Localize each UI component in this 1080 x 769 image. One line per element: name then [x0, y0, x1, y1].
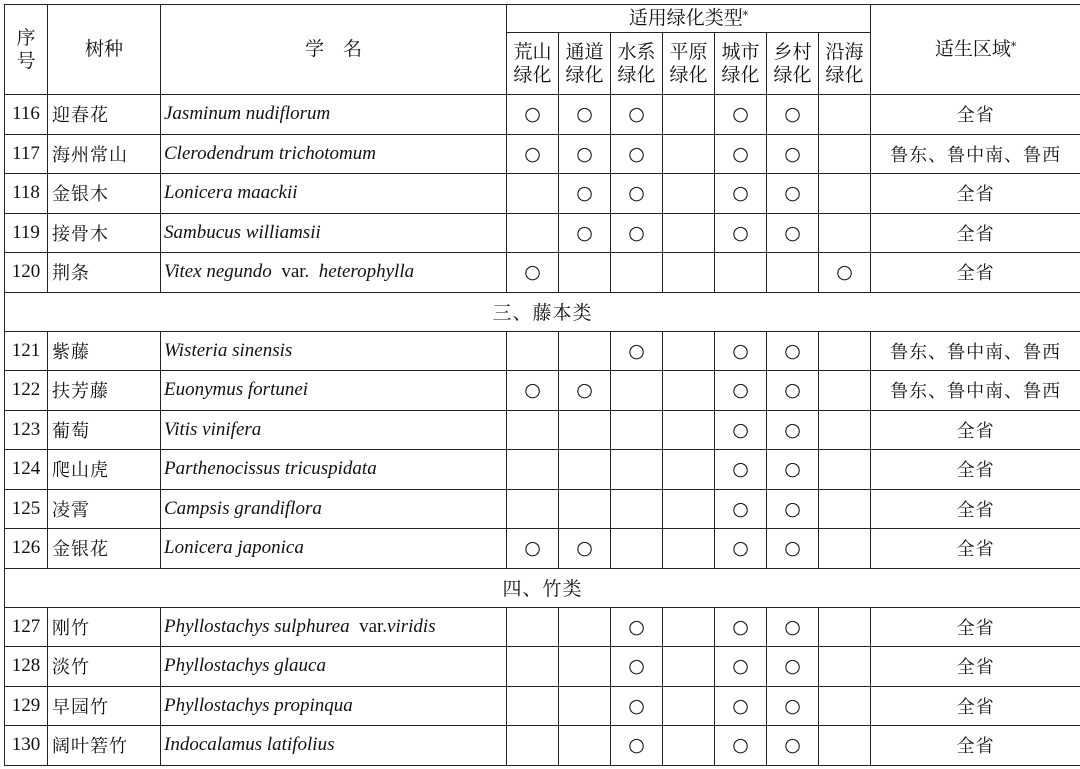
species-name: 迎春花 — [48, 95, 161, 135]
suitable-mark: ○ — [715, 371, 767, 411]
empty-mark — [663, 134, 715, 174]
header-type-1: 通道 绿化 — [559, 33, 611, 95]
table-row — [5, 607, 1080, 647]
species-name: 荆条 — [48, 253, 161, 293]
suitable-mark: ○ — [715, 529, 767, 569]
row-number: 128 — [5, 647, 48, 687]
row-number: 116 — [5, 95, 48, 135]
table-row — [5, 450, 1080, 490]
region-value: 全省 — [871, 529, 1080, 569]
suitable-mark: ○ — [715, 174, 767, 214]
row-number: 130 — [5, 726, 48, 766]
suitable-mark: ○ — [715, 213, 767, 253]
section-row — [5, 292, 1080, 331]
table-row — [5, 686, 1080, 726]
scientific-name: Campsis grandiflora — [161, 489, 507, 529]
suitable-mark: ○ — [767, 489, 819, 529]
suitable-mark: ○ — [767, 686, 819, 726]
species-name: 刚竹 — [48, 607, 161, 647]
empty-mark — [611, 410, 663, 450]
row-number: 120 — [5, 253, 48, 293]
empty-mark — [819, 489, 871, 529]
species-name: 早园竹 — [48, 686, 161, 726]
suitable-mark: ○ — [715, 607, 767, 647]
empty-mark — [819, 686, 871, 726]
header-region: 适生区域* — [871, 5, 1080, 95]
suitable-mark: ○ — [559, 213, 611, 253]
empty-mark — [559, 331, 611, 371]
header-type-0: 荒山 绿化 — [507, 33, 559, 95]
scientific-name: Euonymus fortunei — [161, 371, 507, 411]
suitable-mark: ○ — [715, 134, 767, 174]
suitable-mark: ○ — [767, 726, 819, 766]
region-value: 全省 — [871, 450, 1080, 490]
suitable-mark: ○ — [507, 529, 559, 569]
table-row — [5, 410, 1080, 450]
suitable-mark: ○ — [611, 686, 663, 726]
region-value: 全省 — [871, 489, 1080, 529]
empty-mark — [663, 410, 715, 450]
empty-mark — [507, 489, 559, 529]
scientific-name: Lonicera japonica — [161, 529, 507, 569]
scientific-name: Jasminum nudiflorum — [161, 95, 507, 135]
suitable-mark: ○ — [559, 174, 611, 214]
empty-mark — [663, 213, 715, 253]
header-type-4: 城市 绿化 — [715, 33, 767, 95]
empty-mark — [819, 174, 871, 214]
empty-mark — [611, 529, 663, 569]
empty-mark — [559, 489, 611, 529]
scientific-name: Vitis vinifera — [161, 410, 507, 450]
scientific-name: Wisteria sinensis — [161, 331, 507, 371]
table-row — [5, 371, 1080, 411]
empty-mark — [559, 607, 611, 647]
scientific-name: Phyllostachys glauca — [161, 647, 507, 687]
row-number: 123 — [5, 410, 48, 450]
empty-mark — [819, 371, 871, 411]
region-value: 全省 — [871, 686, 1080, 726]
suitable-mark: ○ — [767, 647, 819, 687]
header-type-3: 平原 绿化 — [663, 33, 715, 95]
suitable-mark: ○ — [715, 489, 767, 529]
empty-mark — [507, 726, 559, 766]
suitable-mark: ○ — [559, 95, 611, 135]
suitable-mark: ○ — [507, 253, 559, 293]
species-table — [4, 4, 1080, 766]
species-name: 接骨木 — [48, 213, 161, 253]
header-type-6: 沿海 绿化 — [819, 33, 871, 95]
empty-mark — [559, 726, 611, 766]
table-row — [5, 134, 1080, 174]
region-value: 全省 — [871, 95, 1080, 135]
suitable-mark: ○ — [767, 371, 819, 411]
empty-mark — [715, 253, 767, 293]
empty-mark — [507, 410, 559, 450]
empty-mark — [663, 371, 715, 411]
empty-mark — [819, 529, 871, 569]
empty-mark — [663, 95, 715, 135]
empty-mark — [507, 213, 559, 253]
suitable-mark: ○ — [559, 134, 611, 174]
region-value: 全省 — [871, 174, 1080, 214]
suitable-mark: ○ — [767, 213, 819, 253]
section-title: 三、藤本类 — [5, 292, 1080, 331]
suitable-mark: ○ — [611, 213, 663, 253]
header-type-2: 水系 绿化 — [611, 33, 663, 95]
empty-mark — [819, 331, 871, 371]
scientific-name: Indocalamus latifolius — [161, 726, 507, 766]
empty-mark — [663, 450, 715, 490]
scientific-name: Phyllostachys sulphurea var.viridis — [161, 607, 507, 647]
empty-mark — [819, 450, 871, 490]
empty-mark — [663, 647, 715, 687]
suitable-mark: ○ — [767, 331, 819, 371]
row-number: 127 — [5, 607, 48, 647]
row-number: 117 — [5, 134, 48, 174]
table-row — [5, 95, 1080, 135]
suitable-mark: ○ — [715, 647, 767, 687]
species-name: 紫藤 — [48, 331, 161, 371]
header-sci-name: 学 名 — [161, 5, 507, 95]
row-number: 129 — [5, 686, 48, 726]
region-value: 全省 — [871, 647, 1080, 687]
empty-mark — [559, 410, 611, 450]
section-title: 四、竹类 — [5, 568, 1080, 607]
suitable-mark: ○ — [715, 410, 767, 450]
empty-mark — [507, 607, 559, 647]
region-value: 鲁东、鲁中南、鲁西 — [871, 134, 1080, 174]
empty-mark — [611, 450, 663, 490]
row-number: 124 — [5, 450, 48, 490]
scientific-name: Vitex negundo var. heterophylla — [161, 253, 507, 293]
empty-mark — [767, 253, 819, 293]
empty-mark — [819, 134, 871, 174]
suitable-mark: ○ — [767, 174, 819, 214]
empty-mark — [819, 726, 871, 766]
header-species: 树种 — [48, 5, 161, 95]
suitable-mark: ○ — [507, 95, 559, 135]
suitable-mark: ○ — [715, 331, 767, 371]
region-value: 全省 — [871, 410, 1080, 450]
table-row — [5, 726, 1080, 766]
suitable-mark: ○ — [559, 529, 611, 569]
scientific-name: Lonicera maackii — [161, 174, 507, 214]
species-name: 淡竹 — [48, 647, 161, 687]
suitable-mark: ○ — [507, 371, 559, 411]
table-row — [5, 174, 1080, 214]
row-number: 126 — [5, 529, 48, 569]
suitable-mark: ○ — [507, 134, 559, 174]
empty-mark — [559, 253, 611, 293]
region-value: 全省 — [871, 607, 1080, 647]
empty-mark — [507, 174, 559, 214]
empty-mark — [559, 450, 611, 490]
suitable-mark: ○ — [715, 726, 767, 766]
region-value: 鲁东、鲁中南、鲁西 — [871, 371, 1080, 411]
table-row — [5, 647, 1080, 687]
suitable-mark: ○ — [767, 450, 819, 490]
suitable-mark: ○ — [767, 95, 819, 135]
species-name: 葡萄 — [48, 410, 161, 450]
empty-mark — [663, 529, 715, 569]
empty-mark — [507, 686, 559, 726]
empty-mark — [663, 331, 715, 371]
row-number: 121 — [5, 331, 48, 371]
species-name: 爬山虎 — [48, 450, 161, 490]
section-row — [5, 568, 1080, 607]
table-row — [5, 529, 1080, 569]
suitable-mark: ○ — [611, 134, 663, 174]
empty-mark — [663, 489, 715, 529]
empty-mark — [611, 371, 663, 411]
region-value: 鲁东、鲁中南、鲁西 — [871, 331, 1080, 371]
empty-mark — [663, 726, 715, 766]
table-row — [5, 253, 1080, 293]
suitable-mark: ○ — [611, 607, 663, 647]
table-row — [5, 331, 1080, 371]
empty-mark — [819, 647, 871, 687]
suitable-mark: ○ — [767, 134, 819, 174]
empty-mark — [611, 253, 663, 293]
region-value: 全省 — [871, 253, 1080, 293]
region-value: 全省 — [871, 726, 1080, 766]
suitable-mark: ○ — [767, 410, 819, 450]
empty-mark — [507, 647, 559, 687]
empty-mark — [507, 450, 559, 490]
empty-mark — [819, 95, 871, 135]
scientific-name: Parthenocissus tricuspidata — [161, 450, 507, 490]
scientific-name: Phyllostachys propinqua — [161, 686, 507, 726]
header-seq: 序 号 — [5, 5, 48, 95]
empty-mark — [819, 410, 871, 450]
species-name: 金银木 — [48, 174, 161, 214]
suitable-mark: ○ — [819, 253, 871, 293]
species-name: 海州常山 — [48, 134, 161, 174]
suitable-mark: ○ — [559, 371, 611, 411]
table-row — [5, 489, 1080, 529]
header-type-5: 乡村 绿化 — [767, 33, 819, 95]
empty-mark — [663, 174, 715, 214]
empty-mark — [663, 686, 715, 726]
empty-mark — [663, 607, 715, 647]
species-name: 扶芳藤 — [48, 371, 161, 411]
species-name: 金银花 — [48, 529, 161, 569]
suitable-mark: ○ — [767, 529, 819, 569]
suitable-mark: ○ — [715, 686, 767, 726]
row-number: 125 — [5, 489, 48, 529]
suitable-mark: ○ — [611, 174, 663, 214]
suitable-mark: ○ — [715, 450, 767, 490]
suitable-mark: ○ — [611, 647, 663, 687]
scientific-name: Sambucus williamsii — [161, 213, 507, 253]
header-greening-types: 适用绿化类型* — [507, 5, 871, 33]
table-row — [5, 213, 1080, 253]
empty-mark — [819, 213, 871, 253]
row-number: 119 — [5, 213, 48, 253]
suitable-mark: ○ — [767, 607, 819, 647]
region-value: 全省 — [871, 213, 1080, 253]
suitable-mark: ○ — [715, 95, 767, 135]
suitable-mark: ○ — [611, 95, 663, 135]
empty-mark — [507, 331, 559, 371]
empty-mark — [559, 686, 611, 726]
species-name: 凌霄 — [48, 489, 161, 529]
empty-mark — [559, 647, 611, 687]
row-number: 122 — [5, 371, 48, 411]
empty-mark — [663, 253, 715, 293]
empty-mark — [819, 607, 871, 647]
row-number: 118 — [5, 174, 48, 214]
species-name: 阔叶箬竹 — [48, 726, 161, 766]
scientific-name: Clerodendrum trichotomum — [161, 134, 507, 174]
empty-mark — [611, 489, 663, 529]
suitable-mark: ○ — [611, 726, 663, 766]
suitable-mark: ○ — [611, 331, 663, 371]
